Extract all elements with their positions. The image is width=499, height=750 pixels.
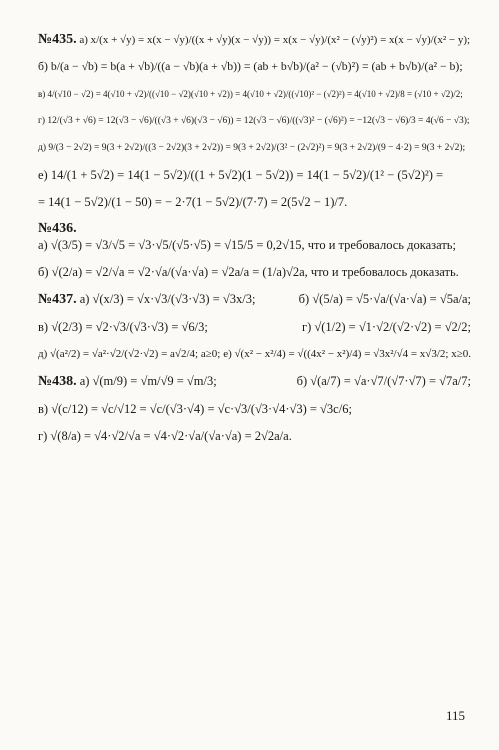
- problem-437: [38, 291, 471, 362]
- problem-435-number: №435.: [38, 32, 77, 47]
- problem-438-a: №438. а) √(m/9) = √m/√9 = √m/3;: [38, 374, 217, 389]
- problem-436-line-b: б) √(2/a) = √2/√a = √2·√a/(√a·√a) = √2a/a = (1/a)√2a, что и требовалось доказать.: [38, 265, 459, 279]
- problem-438-row-1: [38, 373, 471, 390]
- problem-435-line-a: №435. а) x/(x + √y) = x(x − √y)/((x + √y)(x − √y)) = x(x − √y)/(x² − (√y)²) = x(x − √y)/(x² − y);: [38, 32, 471, 47]
- problem-437-row-2: [38, 319, 471, 335]
- problem-435-line-d: д) 9/(3 − 2√2) = 9(3 + 2√2)/((3 − 2√2)(3 + 2√2)) = 9(3 + 2√2)/(3² − (2√2)²) = 9(3 + 2√2)/(9 − 4·2) = 9(3 + 2√2);: [38, 143, 466, 153]
- problem-438-line-v: в) √(c/12) = √c/√12 = √c/(√3·√4) = √c·√3/(√3·√4·√3) = √3c/6;: [38, 402, 352, 416]
- problem-438: [38, 373, 471, 444]
- problem-437-g: г) √(1/2) = √1·√2/(√2·√2) = √2/2;: [301, 320, 471, 334]
- problem-435-line-b: б) b/(a − √b) = b(a + √b)/((a − √b)(a + √b)) = (ab + b√b)/(a² − (√b)²) = (ab + b√b)/(a² − b);: [38, 60, 463, 73]
- problem-438-line-g: г) √(8/a) = √4·√2/√a = √4·√2·√a/(√a·√a) = 2√2a/a.: [38, 429, 292, 443]
- problem-436-line-a: а) √(3/5) = √3/√5 = √3·√5/(√5·√5) = √15/5 = 0,2√15, что и требовалось доказать;: [38, 238, 456, 252]
- problem-437-a: №437. а) √(x/3) = √x·√3/(√3·√3) = √3x/3;: [38, 292, 256, 307]
- problem-437-v: в) √(2/3) = √2·√3/(√3·√3) = √6/3;: [38, 320, 208, 334]
- problem-437-b: б) √(5/a) = √5·√a/(√a·√a) = √5a/a;: [298, 292, 471, 306]
- problem-435: [38, 32, 471, 210]
- problem-437-row-1: [38, 291, 471, 308]
- problem-437-d: д) √(a²/2) = √a²·√2/(√2·√2) = a√2/4; a≥0;: [38, 348, 221, 360]
- problem-437-e: е) √(x² − x²/4) = √((4x² − x²)/4) = √3x²/√4 = x√3/2; x≥0.: [223, 348, 471, 360]
- problem-438-number: №438.: [38, 374, 77, 389]
- problem-435-line-e-cont: = 14(1 − 5√2)/(1 − 50) = − 2·7(1 − 5√2)/(7·7) = 2(5√2 − 1)/7.: [38, 195, 348, 209]
- problem-436: [38, 221, 471, 280]
- problem-436-number: №436.: [38, 221, 77, 236]
- problem-437-row-3: [38, 346, 471, 362]
- problem-435-line-g: г) 12/(√3 + √6) = 12(√3 − √6)/((√3 + √6)(√3 − √6)) = 12(√3 − √6)/((√3)² − (√6)²) = −12(√3 − √6)/3 = 4(√6 − √3);: [38, 116, 470, 126]
- problem-435-line-e: е) 14/(1 + 5√2) = 14(1 − 5√2)/((1 + 5√2)(1 − 5√2)) = 14(1 − 5√2)/(1² − (5√2)²) =: [38, 168, 444, 182]
- page-number: 115: [445, 708, 465, 723]
- problem-437-number: №437.: [38, 292, 77, 307]
- problem-438-b: б) √(a/7) = √a·√7/(√7·√7) = √7a/7;: [296, 374, 471, 388]
- problem-435-line-v: в) 4/(√10 − √2) = 4(√10 + √2)/((√10 − √2)(√10 + √2)) = 4(√10 + √2)/((√10)² − (√2)²) = 4(√10 + √2)/8 = (√10 + √2)/2;: [38, 89, 463, 99]
